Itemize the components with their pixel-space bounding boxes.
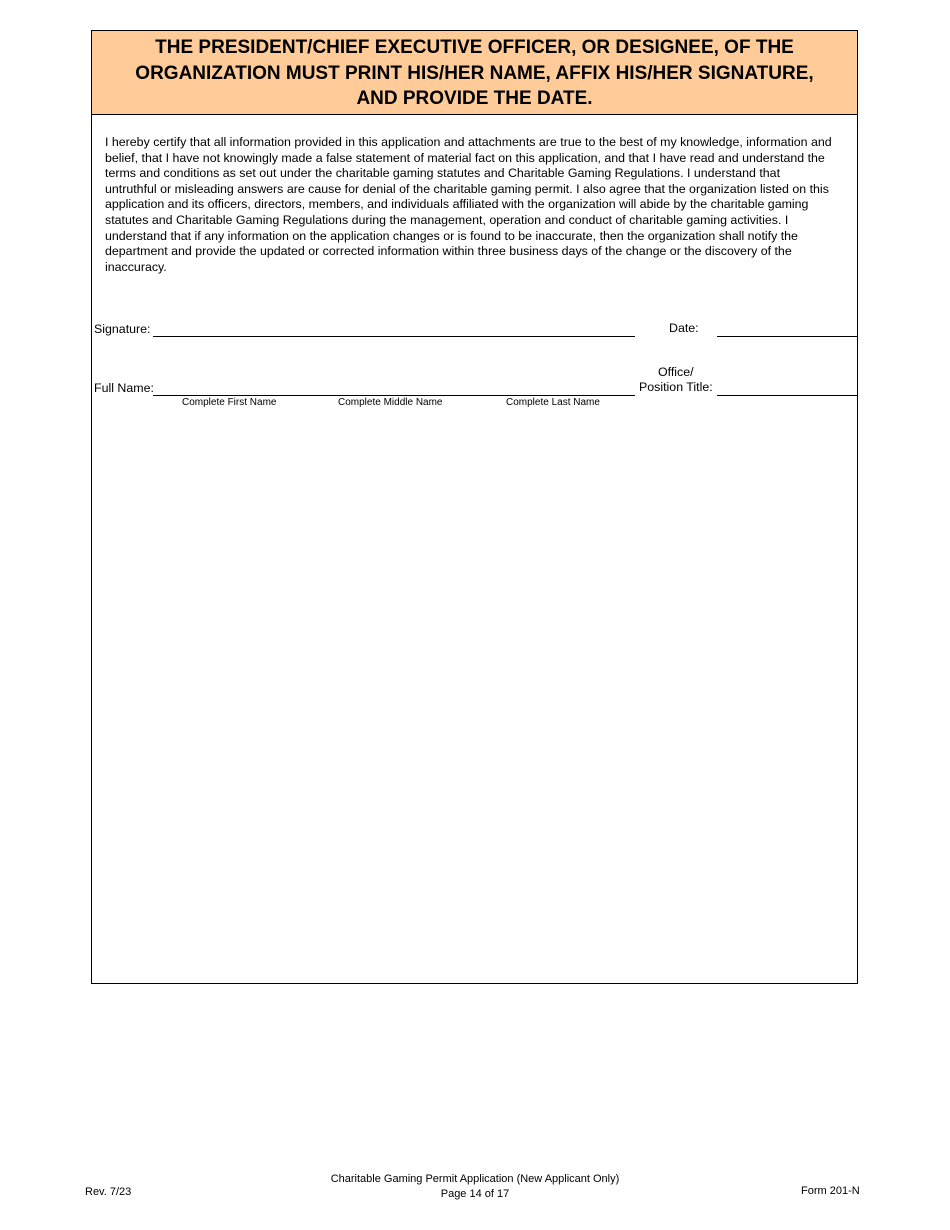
form-frame: [91, 30, 858, 984]
certification-line: statutes and Charitable Gaming Regulations during the management, operation and conduct of charitable gaming activities. I: [105, 212, 789, 227]
certification-line: understand that if any information on the application changes or is found to be inaccurate, then the organization shall notify the: [105, 228, 798, 243]
certification-line: inaccuracy.: [105, 259, 167, 274]
certification-line: untruthful or misleading answers are cause for denial of the charitable gaming permit. I also agree that the organization listed on this: [105, 181, 829, 196]
signature-label: Signature:: [94, 322, 151, 336]
page-number: Page 14 of 17: [440, 1188, 510, 1200]
office-label-line2: Position Title:: [639, 380, 713, 394]
revision-label: Rev. 7/23: [85, 1186, 132, 1198]
footer-center: [275, 1172, 675, 1202]
full-name-label: Full Name:: [94, 381, 154, 395]
certification-statement: [105, 135, 855, 275]
certification-line: terms and conditions as set out under the charitable gaming statutes and Charitable Gaming Regulations. I understand that: [105, 166, 781, 181]
banner-line: ORGANIZATION MUST PRINT HIS/HER NAME, AFFIX HIS/HER SIGNATURE,: [135, 62, 814, 84]
certification-line: I hereby certify that all information provided in this application and attachments are true to the best of my knowledge, information and: [105, 135, 832, 149]
full-name-field[interactable]: [153, 395, 635, 396]
office-label-line1: Office/: [658, 365, 694, 379]
form-title: Charitable Gaming Permit Application (New Applicant Only): [330, 1173, 620, 1185]
banner-line: AND PROVIDE THE DATE.: [356, 88, 593, 109]
date-field[interactable]: [717, 336, 857, 337]
certification-line: department and provide the updated or corrected information within three business days of the change or the discovery of the: [105, 244, 792, 259]
last-name-caption: Complete Last Name: [506, 397, 600, 408]
certification-line: application and its officers, directors, members, and individuals affiliated with the organization will abide by the charitable gaming: [105, 197, 809, 212]
first-name-caption: Complete First Name: [182, 397, 277, 408]
middle-name-caption: Complete Middle Name: [338, 397, 443, 408]
instruction-banner: [92, 31, 857, 115]
signature-field[interactable]: [153, 336, 635, 337]
banner-line: THE PRESIDENT/CHIEF EXECUTIVE OFFICER, OR DESIGNEE, OF THE: [155, 37, 794, 58]
office-position-field[interactable]: [717, 395, 857, 396]
date-label: Date:: [669, 321, 699, 335]
certification-line: belief, that I have not knowingly made a false statement of material fact on this application, and that I have read and understand the: [105, 150, 825, 165]
form-number: Form 201-N: [801, 1185, 860, 1197]
